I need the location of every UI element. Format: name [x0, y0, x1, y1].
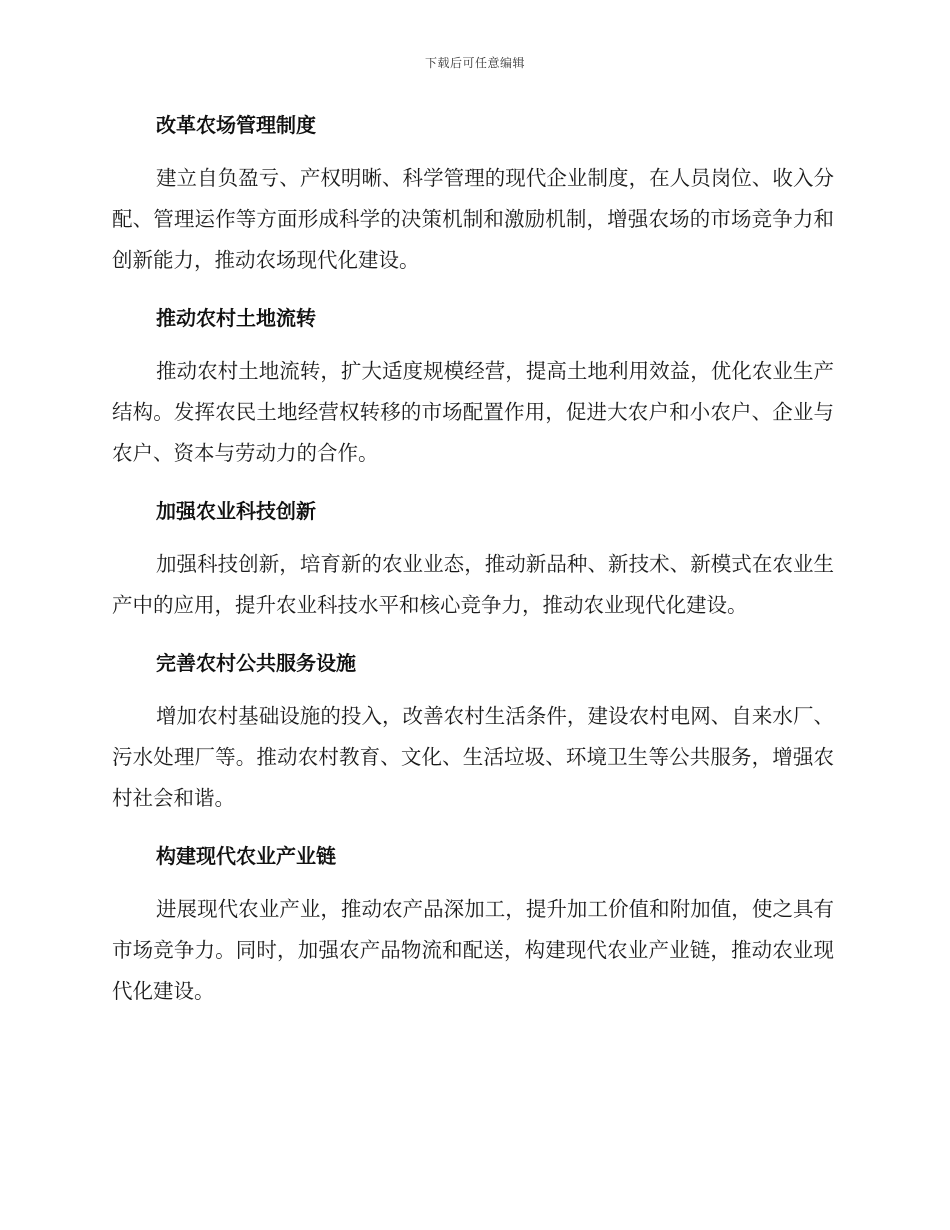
section-heading: 构建现代农业产业链 [156, 844, 336, 868]
section-heading: 完善农村公共服务设施 [156, 651, 356, 675]
section-farm-management [112, 110, 834, 281]
section-paragraph: 建立自负盈亏、产权明晰、科学管理的现代企业制度，在人员岗位、收入分配、管理运作等方面形成科学的决策机制和激励机制，增强农场的市场竞争力和创新能力，推动农场现代化建设。 [112, 166, 834, 272]
section-paragraph: 进展现代农业产业，推动农产品深加工，提升加工价值和附加值，使之具有市场竞争力。同时，加强农产品物流和配送，构建现代农业产业链，推动农业现代化建设。 [112, 897, 834, 1003]
section-paragraph: 加强科技创新，培育新的农业业态，推动新品种、新技术、新模式在农业生产中的应用，提升农业科技水平和核心竞争力，推动农业现代化建设。 [112, 552, 834, 617]
section-land-transfer [112, 303, 834, 474]
section-industry-chain [112, 841, 834, 1012]
section-paragraph: 增加农村基础设施的投入，改善农村生活条件，建设农村电网、自来水厂、污水处理厂等。推动农村教育、文化、生活垃圾、环境卫生等公共服务，增强农村社会和谐。 [112, 704, 834, 810]
section-heading: 改革农场管理制度 [156, 113, 316, 137]
document-body [112, 110, 834, 1034]
section-paragraph: 推动农村土地流转，扩大适度规模经营，提高土地利用效益，优化农业生产结构。发挥农民土地经营权转移的市场配置作用，促进大农户和小农户、企业与农户、资本与劳动力的合作。 [112, 359, 834, 465]
header-note: 下载后可任意编辑 [424, 56, 525, 70]
section-heading: 加强农业科技创新 [156, 499, 316, 523]
section-public-services [112, 648, 834, 819]
section-heading: 推动农村土地流转 [156, 306, 316, 330]
section-tech-innovation [112, 496, 834, 626]
